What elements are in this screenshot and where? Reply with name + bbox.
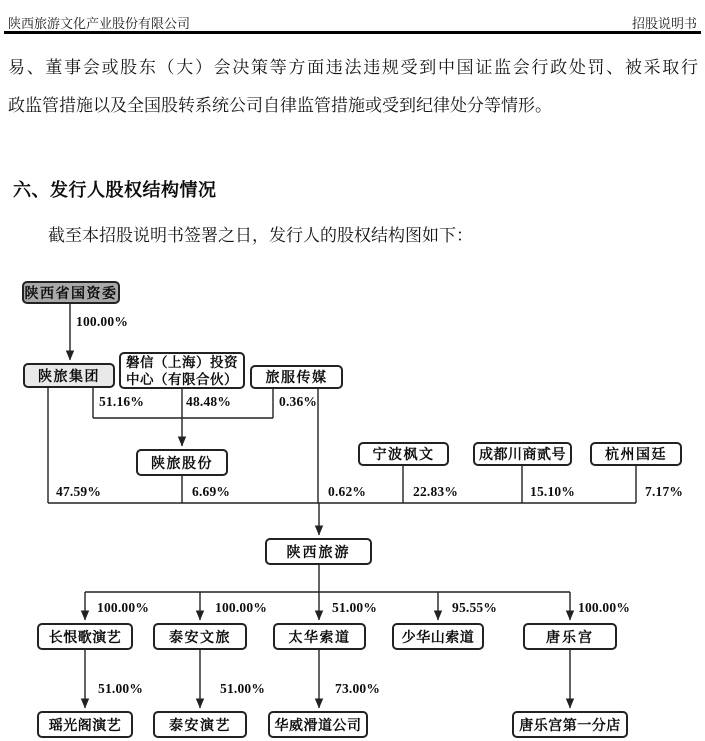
intro-sentence: 截至本招股说明书签署之日，发行人的股权结构图如下： [48, 226, 473, 245]
pct-ningbo-issuer: 22.83% [413, 484, 459, 499]
pct-panxin-shares: 48.48% [186, 394, 232, 409]
node-lvfu-media: 旅服传媒 [250, 365, 343, 389]
node-tanglegong: 唐乐宫 [523, 623, 617, 650]
section-heading: 六、发行人股权结构情况 [13, 180, 217, 200]
pct-sasac-group: 100.00% [76, 314, 129, 329]
node-ningbo-fengwen: 宁波枫文 [358, 442, 449, 466]
node-shaanxi-sasac: 陕西省国资委 [22, 281, 120, 304]
node-shanlv-group: 陕旅集团 [23, 363, 115, 388]
node-shanlv-shares: 陕旅股份 [136, 449, 228, 476]
node-tanglegong-branch1: 唐乐宫第一分店 [512, 711, 628, 738]
pct-taihua-huawei: 73.00% [335, 681, 381, 696]
header-company-name: 陕西旅游文化产业股份有限公司 [8, 16, 191, 31]
node-taian-performance: 泰安演艺 [153, 711, 247, 738]
node-yaoguangge-performance: 瑶光阁演艺 [37, 711, 133, 738]
body-paragraph [8, 49, 698, 125]
node-taihua-ropeway: 太华索道 [273, 623, 366, 650]
node-shaanxi-tourism-issuer: 陕西旅游 [265, 538, 372, 565]
pct-lvfu-issuer: 0.62% [328, 484, 367, 499]
node-chengdu-chuanshang: 成都川商贰号 [473, 442, 572, 466]
node-hangzhou-guoting: 杭州国廷 [590, 442, 682, 466]
pct-issuer-tanglegong: 100.00% [578, 600, 631, 615]
node-panxin-investment [119, 352, 245, 389]
node-huawei-slideway: 华威滑道公司 [268, 711, 368, 738]
body-paragraph-line1: 易、董事会或股东（大）会决策等方面违法违规受到中国证监会行政处罚、被采取行 [8, 58, 698, 77]
pct-issuer-taianwenlv: 100.00% [215, 600, 268, 615]
pct-hangzhou-issuer: 7.17% [645, 484, 684, 499]
node-taian-culture-tourism: 泰安文旅 [153, 623, 247, 650]
pct-issuer-changhenge: 100.00% [97, 600, 150, 615]
body-paragraph-line2: 政监管措施以及全国股转系统公司自律监管措施或受到纪律处分等情形。 [8, 96, 552, 115]
pct-changhenge-yaoguangge: 51.00% [98, 681, 144, 696]
pct-chengdu-issuer: 15.10% [530, 484, 576, 499]
node-changhenge-performance: 长恨歌演艺 [37, 623, 133, 650]
node-shaohuashan-ropeway: 少华山索道 [392, 623, 484, 650]
header-doc-type: 招股说明书 [631, 16, 697, 31]
header-rule [4, 31, 701, 34]
pct-lvfu-shares: 0.36% [279, 394, 318, 409]
pct-group-issuer: 47.59% [56, 484, 102, 499]
node-panxin-line1: 磐信（上海）投资 [126, 354, 238, 370]
pct-issuer-taihua: 51.00% [332, 600, 378, 615]
pct-group-shares: 51.16% [99, 394, 145, 409]
pct-shares-issuer: 6.69% [192, 484, 231, 499]
node-panxin-line2: 中心（有限合伙） [126, 371, 238, 387]
pct-issuer-shaohuashan: 95.55% [452, 600, 498, 615]
pct-taianwenlv-taianyanyi: 51.00% [220, 681, 266, 696]
